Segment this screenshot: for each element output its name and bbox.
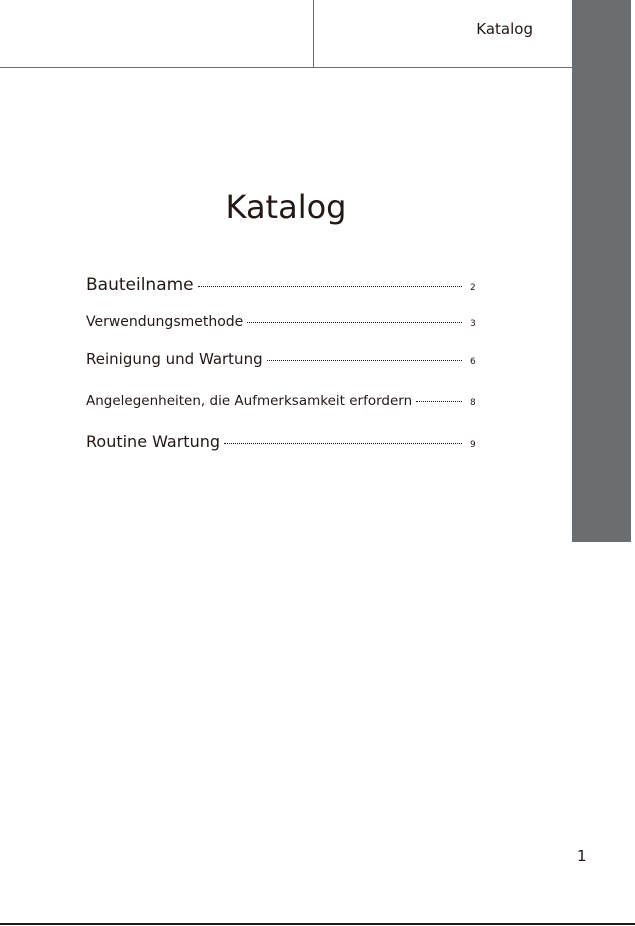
- toc-entry-label: Bauteilname: [86, 275, 194, 295]
- dot-leader: [416, 401, 462, 402]
- section-tab: [572, 0, 631, 542]
- toc-entry-page: 6: [470, 357, 476, 367]
- page-number: 1: [577, 847, 587, 865]
- toc-entry-label: Verwendungsmethode: [86, 314, 244, 330]
- toc-entry-reinigung-und-wartung[interactable]: [86, 350, 484, 368]
- toc-entry-label: Angelegenheiten, die Aufmerksamkeit erfordern: [86, 393, 413, 409]
- footer-rule: [0, 923, 635, 925]
- toc-entry-page: 3: [470, 319, 476, 329]
- toc-entry-page: 8: [470, 398, 476, 408]
- toc-entry-verwendungsmethode[interactable]: [86, 314, 484, 330]
- dot-leader: [198, 286, 462, 287]
- toc-entry-bauteilname[interactable]: [86, 275, 484, 295]
- toc-entry-page: 9: [470, 440, 476, 450]
- dot-leader: [224, 443, 462, 444]
- toc-entry-label: Routine Wartung: [86, 432, 221, 451]
- header-title: Katalog: [476, 20, 533, 38]
- dot-leader: [267, 360, 462, 361]
- toc-entry-routine-wartung[interactable]: [86, 432, 484, 451]
- toc-entry-angelegenheiten[interactable]: [86, 393, 484, 409]
- header-rule: [0, 67, 572, 68]
- page-title: Katalog: [225, 188, 347, 226]
- dot-leader: [247, 322, 462, 323]
- toc-entry-label: Reinigung und Wartung: [86, 350, 263, 368]
- toc-entry-page: 2: [470, 283, 476, 293]
- header-divider: [313, 0, 314, 68]
